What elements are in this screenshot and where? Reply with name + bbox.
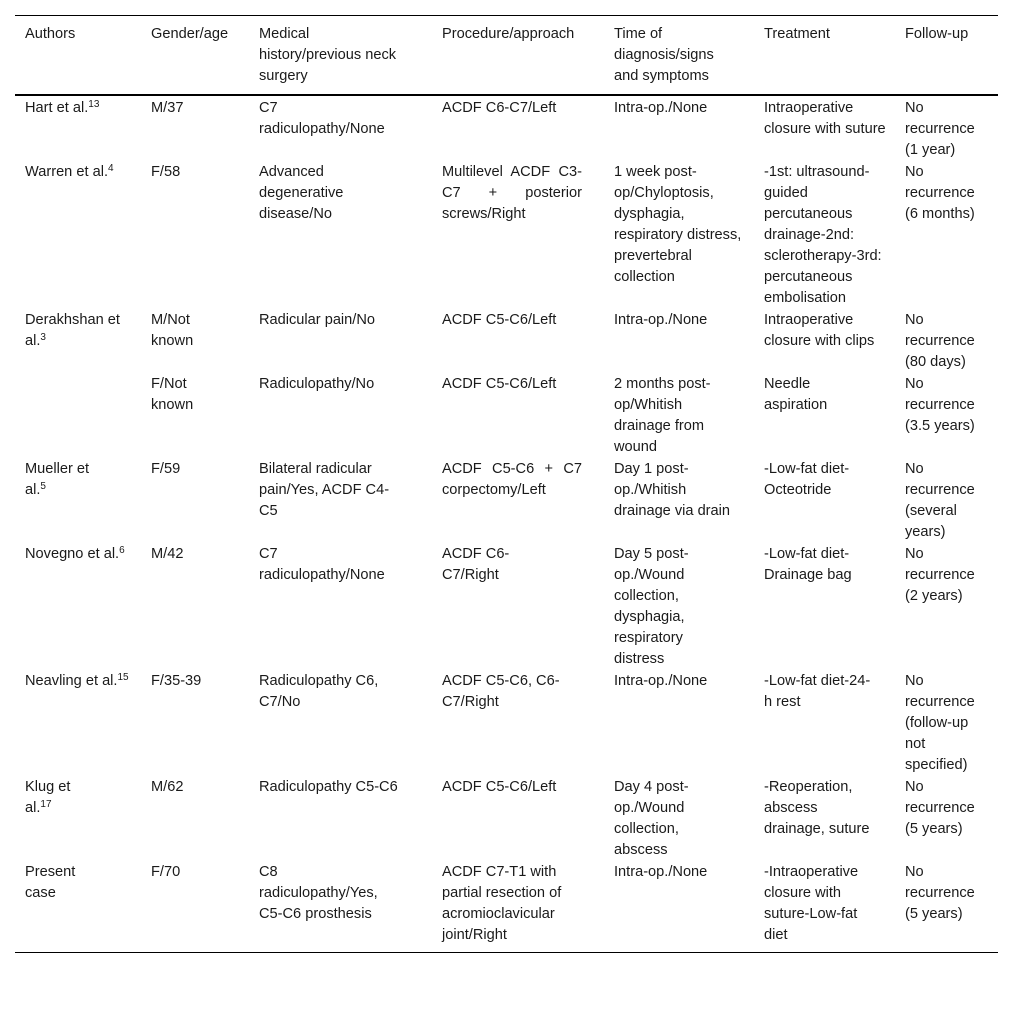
header-treatment: Treatment — [754, 16, 895, 96]
cell-gender-age: F/59 — [151, 461, 181, 477]
cell-history: Advanced degenerative disease/No — [259, 164, 344, 222]
cell-author: Klug et al.$^{17}$ — [25, 779, 71, 816]
cell-diagnosis: Intra-op./None — [614, 673, 708, 689]
cell-diagnosis: 1 week post-op/Chyloptosis, dysphagia, respiratory distress, prevertebral collection — [614, 164, 742, 285]
cell-diagnosis: Day 4 post-op./Wound collection, abscess — [614, 779, 689, 858]
cell-procedure: ACDF C5-C6/Left — [442, 312, 557, 328]
cell-treatment: -Intraoperative closure with suture-Low-fat diet — [754, 861, 895, 953]
cell-follow-up: No recurrence (6 months) — [905, 164, 975, 222]
reference-number: 17 — [40, 799, 52, 810]
cell-treatment: Needle aspiration — [764, 376, 828, 413]
cell-follow-up: No recurrence (5 years) — [895, 861, 998, 953]
cell-history: C8 radiculopathy/Yes, C5-C6 prosthesis — [249, 861, 432, 953]
cell-gender-age: F/Not known — [151, 376, 194, 413]
cell-gender-age: F/70 — [141, 861, 249, 953]
reference-number: 5 — [40, 481, 46, 492]
cell-treatment: -Low-fat diet-Drainage bag — [764, 546, 852, 583]
table-row — [15, 776, 998, 861]
table-row — [15, 670, 998, 776]
cell-author: Mueller et al.$^5$ — [25, 461, 90, 498]
cell-diagnosis: Intra-op./None — [614, 312, 708, 328]
table-row — [15, 309, 998, 373]
cell-diagnosis: 2 months post-op/Whitish drainage from wound — [614, 376, 711, 455]
case-comparison-table — [15, 15, 998, 953]
cell-procedure: ACDF C5-C6/Left — [442, 376, 557, 392]
header-procedure: Procedure/approach — [432, 16, 604, 96]
cell-gender-age: M/37 — [151, 100, 184, 116]
table-row — [15, 161, 998, 309]
cell-diagnosis: Day 5 post-op./Wound collection, dysphagia, respiratory distress — [614, 546, 689, 667]
cell-follow-up: No recurrence (2 years) — [905, 546, 975, 604]
reference-number: 3 — [40, 332, 46, 343]
cell-history: C7 radiculopathy/None — [259, 100, 385, 137]
reference-number: 4 — [108, 163, 114, 174]
table-row — [15, 543, 998, 670]
cell-treatment: -Low-fat diet-Octeotride — [764, 461, 850, 498]
cell-author: Present case — [15, 861, 141, 953]
cell-diagnosis: Day 1 post-op./Whitish drainage via drain — [614, 461, 731, 519]
cell-follow-up: No recurrence (follow-up not specified) — [905, 673, 975, 773]
cell-procedure: ACDF C5-C6 + C7 corpectomy/Left — [442, 461, 582, 498]
cell-treatment: -Reoperation, abscess drainage, suture — [764, 779, 870, 837]
cell-gender-age: M/42 — [151, 546, 184, 562]
cell-diagnosis: Intra-op./None — [614, 100, 708, 116]
table-row — [15, 861, 998, 953]
cell-author: Neavling et al.$^{15}$ — [25, 672, 129, 689]
cell-procedure: Multilevel ACDF C3-C7 + posterior screws/Right — [442, 164, 582, 222]
cell-author: Derakhshan et al.$^3$ — [25, 312, 120, 349]
table-row — [15, 373, 998, 458]
cell-follow-up: No recurrence (3.5 years) — [905, 376, 975, 434]
cell-history: Radicular pain/No — [259, 312, 376, 328]
cell-diagnosis: Intra-op./None — [604, 861, 754, 953]
cell-history: Radiculopathy C6, C7/No — [259, 673, 379, 710]
cell-treatment: -1st: ultrasound-guided percutaneous drainage-2nd: sclerotherapy-3rd: percutaneous embolisation — [764, 164, 882, 306]
cell-procedure: ACDF C5-C6/Left — [442, 779, 557, 795]
table-row — [15, 95, 998, 161]
reference-number: 13 — [88, 99, 100, 110]
cell-gender-age: M/Not known — [151, 312, 194, 349]
cell-procedure: ACDF C6-C7/Right — [442, 546, 510, 583]
cell-gender-age: F/58 — [151, 164, 181, 180]
cell-gender-age: F/35-39 — [151, 673, 202, 689]
cell-author — [15, 373, 141, 458]
cell-treatment: Intraoperative closure with suture — [764, 100, 886, 137]
cell-history: Bilateral radicular pain/Yes, ACDF C4-C5 — [259, 461, 390, 519]
reference-number: 15 — [117, 672, 129, 683]
header-diagnosis: Time of diagnosis/signs and symptoms — [604, 16, 754, 96]
cell-follow-up: No recurrence (1 year) — [905, 100, 975, 158]
cell-procedure: ACDF C5-C6, C6-C7/Right — [442, 673, 560, 710]
header-authors: Authors — [15, 16, 141, 96]
table-row — [15, 458, 998, 543]
cell-follow-up: No recurrence (80 days) — [905, 312, 975, 370]
cell-author: Warren et al.$^4$ — [25, 163, 114, 180]
cell-treatment: Intraoperative closure with clips — [764, 312, 875, 349]
cell-procedure: ACDF C7-T1 with partial resection of acromioclavicular joint/Right — [432, 861, 604, 953]
cell-follow-up: No recurrence (several years) — [905, 461, 975, 540]
cell-treatment: -Low-fat diet-24-h rest — [764, 673, 871, 710]
cell-author: Hart et al.$^{13}$ — [25, 99, 100, 116]
cell-procedure: ACDF C6-C7/Left — [442, 100, 557, 116]
header-medical-history: Medical history/previous neck surgery — [249, 16, 432, 96]
cell-follow-up: No recurrence (5 years) — [905, 779, 975, 837]
table-header-row — [15, 16, 998, 96]
header-gender-age: Gender/age — [141, 16, 249, 96]
cell-history: Radiculopathy/No — [259, 376, 375, 392]
header-follow-up: Follow-up — [895, 16, 998, 96]
cell-author: Novegno et al.$^6$ — [25, 545, 125, 562]
cell-history: Radiculopathy C5-C6 — [259, 779, 398, 795]
cell-gender-age: M/62 — [151, 779, 184, 795]
reference-number: 6 — [119, 545, 125, 556]
cell-history: C7 radiculopathy/None — [259, 546, 385, 583]
